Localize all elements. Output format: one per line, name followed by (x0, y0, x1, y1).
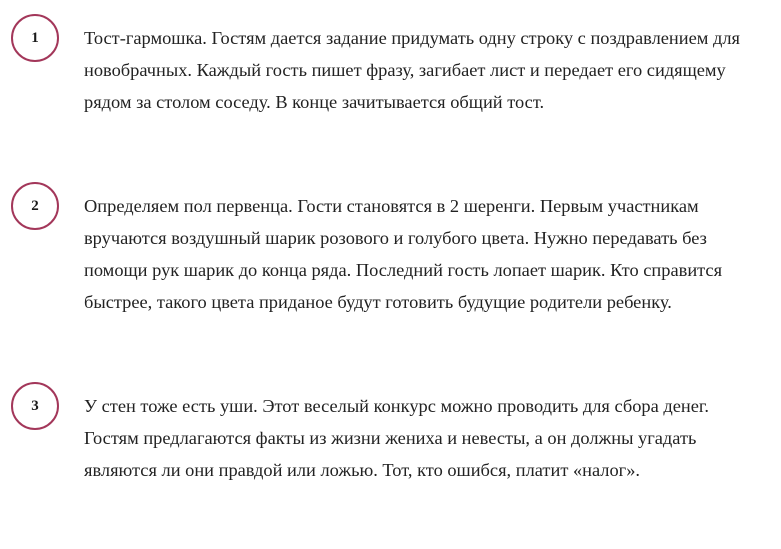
item-number-badge: 1 (11, 14, 59, 62)
item-text: У стен тоже есть уши. Этот веселый конкурс можно проводить для сбора денег. Гостям предлагаются факты из жизни жениха и невесты, а он должны угадать являются ли они правдой или ложью. Тот, кто ошибся, платит «налог». (84, 396, 709, 480)
item-text: Тост-гармошка. Гостям дается задание придумать одну строку с поздравлением для новобрачных. Каждый гость пишет фразу, загибает лист и передает его сидящему рядом за столом соседу. В конце зачитывается общий тост. (84, 28, 740, 112)
item-number-badge: 3 (11, 382, 59, 430)
item-number-badge: 2 (11, 182, 59, 230)
item-text: Определяем пол первенца. Гости становятся в 2 шеренги. Первым участникам вручаются воздушный шарик розового и голубого цвета. Нужно передавать без помощи рук шарик до конца ряда. Последний гость лопает шарик. Кто справится быстрее, такого цвета приданое будут готовить будущие родители ребенку. (84, 196, 723, 312)
